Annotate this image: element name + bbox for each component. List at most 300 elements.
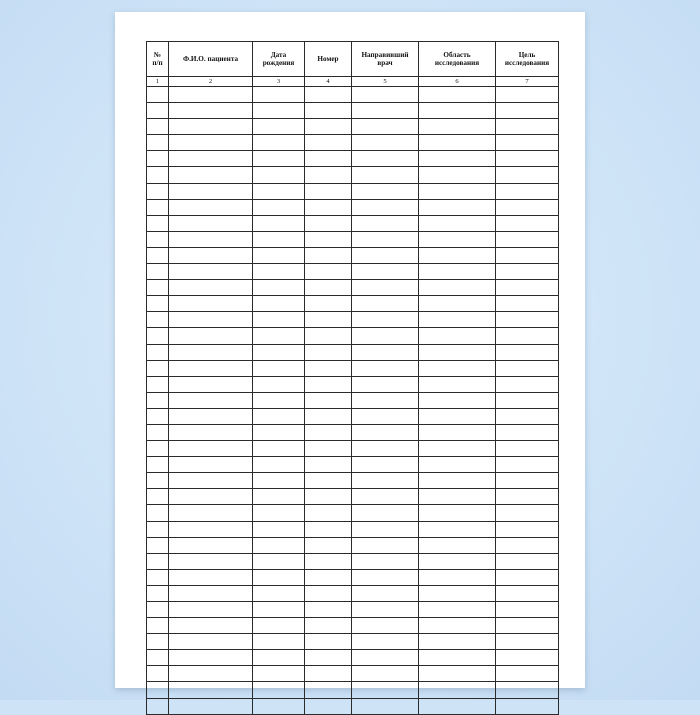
table-cell-empty[interactable]: [352, 424, 419, 440]
table-cell-empty[interactable]: [253, 682, 305, 698]
table-cell-empty[interactable]: [253, 650, 305, 666]
table-cell-empty[interactable]: [253, 457, 305, 473]
table-cell-empty[interactable]: [147, 247, 169, 263]
table-row[interactable]: [147, 87, 559, 103]
table-cell-empty[interactable]: [305, 698, 352, 714]
table-row[interactable]: [147, 360, 559, 376]
table-cell-empty[interactable]: [253, 135, 305, 151]
table-cell-empty[interactable]: [305, 457, 352, 473]
table-cell-empty[interactable]: [419, 119, 496, 135]
table-cell-empty[interactable]: [147, 698, 169, 714]
table-cell-empty[interactable]: [496, 666, 559, 682]
table-cell-empty[interactable]: [169, 650, 253, 666]
table-cell-empty[interactable]: [169, 296, 253, 312]
table-cell-empty[interactable]: [147, 618, 169, 634]
table-cell-empty[interactable]: [305, 553, 352, 569]
table-cell-empty[interactable]: [496, 408, 559, 424]
table-cell-empty[interactable]: [419, 135, 496, 151]
table-cell-empty[interactable]: [305, 215, 352, 231]
table-cell-empty[interactable]: [147, 376, 169, 392]
table-cell-empty[interactable]: [352, 618, 419, 634]
table-cell-empty[interactable]: [305, 441, 352, 457]
table-cell-empty[interactable]: [169, 521, 253, 537]
table-cell-empty[interactable]: [169, 247, 253, 263]
table-cell-empty[interactable]: [352, 602, 419, 618]
table-cell-empty[interactable]: [147, 682, 169, 698]
table-row[interactable]: [147, 521, 559, 537]
table-cell-empty[interactable]: [419, 392, 496, 408]
table-cell-empty[interactable]: [169, 441, 253, 457]
table-row[interactable]: [147, 328, 559, 344]
table-cell-empty[interactable]: [147, 231, 169, 247]
table-cell-empty[interactable]: [419, 585, 496, 601]
table-cell-empty[interactable]: [253, 87, 305, 103]
table-cell-empty[interactable]: [496, 682, 559, 698]
table-cell-empty[interactable]: [147, 408, 169, 424]
table-cell-empty[interactable]: [496, 602, 559, 618]
table-cell-empty[interactable]: [147, 264, 169, 280]
table-cell-empty[interactable]: [253, 215, 305, 231]
table-row[interactable]: [147, 392, 559, 408]
table-cell-empty[interactable]: [352, 103, 419, 119]
table-cell-empty[interactable]: [419, 489, 496, 505]
table-cell-empty[interactable]: [352, 151, 419, 167]
table-cell-empty[interactable]: [419, 602, 496, 618]
table-cell-empty[interactable]: [352, 280, 419, 296]
table-cell-empty[interactable]: [496, 264, 559, 280]
table-cell-empty[interactable]: [352, 119, 419, 135]
table-cell-empty[interactable]: [305, 87, 352, 103]
table-cell-empty[interactable]: [496, 135, 559, 151]
table-cell-empty[interactable]: [352, 376, 419, 392]
table-cell-empty[interactable]: [169, 264, 253, 280]
table-row[interactable]: [147, 602, 559, 618]
table-row[interactable]: [147, 666, 559, 682]
table-cell-empty[interactable]: [496, 199, 559, 215]
table-cell-empty[interactable]: [253, 151, 305, 167]
table-cell-empty[interactable]: [419, 231, 496, 247]
table-cell-empty[interactable]: [169, 457, 253, 473]
table-cell-empty[interactable]: [419, 87, 496, 103]
table-cell-empty[interactable]: [253, 280, 305, 296]
table-cell-empty[interactable]: [352, 650, 419, 666]
table-cell-empty[interactable]: [419, 441, 496, 457]
table-cell-empty[interactable]: [169, 489, 253, 505]
table-row[interactable]: [147, 698, 559, 714]
table-cell-empty[interactable]: [253, 521, 305, 537]
table-cell-empty[interactable]: [305, 344, 352, 360]
table-row[interactable]: [147, 103, 559, 119]
table-cell-empty[interactable]: [419, 634, 496, 650]
table-cell-empty[interactable]: [496, 441, 559, 457]
table-cell-empty[interactable]: [305, 473, 352, 489]
table-cell-empty[interactable]: [147, 521, 169, 537]
table-row[interactable]: [147, 650, 559, 666]
table-cell-empty[interactable]: [147, 602, 169, 618]
table-row[interactable]: [147, 199, 559, 215]
table-cell-empty[interactable]: [147, 103, 169, 119]
table-cell-empty[interactable]: [496, 87, 559, 103]
table-cell-empty[interactable]: [419, 408, 496, 424]
table-cell-empty[interactable]: [147, 296, 169, 312]
table-cell-empty[interactable]: [496, 489, 559, 505]
table-cell-empty[interactable]: [496, 344, 559, 360]
table-cell-empty[interactable]: [496, 167, 559, 183]
table-cell-empty[interactable]: [305, 167, 352, 183]
table-row[interactable]: [147, 296, 559, 312]
table-row[interactable]: [147, 618, 559, 634]
table-cell-empty[interactable]: [352, 553, 419, 569]
table-cell-empty[interactable]: [496, 698, 559, 714]
table-cell-empty[interactable]: [352, 312, 419, 328]
table-cell-empty[interactable]: [169, 537, 253, 553]
table-cell-empty[interactable]: [169, 135, 253, 151]
table-cell-empty[interactable]: [496, 473, 559, 489]
table-cell-empty[interactable]: [352, 698, 419, 714]
table-cell-empty[interactable]: [419, 698, 496, 714]
table-cell-empty[interactable]: [352, 296, 419, 312]
table-cell-empty[interactable]: [253, 376, 305, 392]
table-cell-empty[interactable]: [169, 618, 253, 634]
table-cell-empty[interactable]: [419, 473, 496, 489]
table-cell-empty[interactable]: [496, 634, 559, 650]
table-cell-empty[interactable]: [419, 103, 496, 119]
table-cell-empty[interactable]: [169, 602, 253, 618]
table-cell-empty[interactable]: [496, 183, 559, 199]
table-row[interactable]: [147, 312, 559, 328]
table-cell-empty[interactable]: [305, 682, 352, 698]
table-row[interactable]: [147, 585, 559, 601]
table-cell-empty[interactable]: [169, 87, 253, 103]
table-cell-empty[interactable]: [147, 457, 169, 473]
table-cell-empty[interactable]: [169, 231, 253, 247]
table-cell-empty[interactable]: [305, 505, 352, 521]
table-cell-empty[interactable]: [253, 167, 305, 183]
table-row[interactable]: [147, 569, 559, 585]
table-cell-empty[interactable]: [352, 505, 419, 521]
table-cell-empty[interactable]: [305, 618, 352, 634]
table-cell-empty[interactable]: [352, 473, 419, 489]
table-cell-empty[interactable]: [496, 553, 559, 569]
table-cell-empty[interactable]: [253, 553, 305, 569]
table-cell-empty[interactable]: [305, 585, 352, 601]
table-cell-empty[interactable]: [147, 537, 169, 553]
table-row[interactable]: [147, 247, 559, 263]
table-row[interactable]: [147, 135, 559, 151]
table-cell-empty[interactable]: [305, 521, 352, 537]
table-row[interactable]: [147, 167, 559, 183]
table-cell-empty[interactable]: [419, 537, 496, 553]
table-cell-empty[interactable]: [169, 424, 253, 440]
table-cell-empty[interactable]: [147, 489, 169, 505]
table-cell-empty[interactable]: [305, 151, 352, 167]
table-cell-empty[interactable]: [419, 666, 496, 682]
table-row[interactable]: [147, 344, 559, 360]
table-cell-empty[interactable]: [253, 602, 305, 618]
table-cell-empty[interactable]: [496, 569, 559, 585]
table-cell-empty[interactable]: [352, 441, 419, 457]
table-cell-empty[interactable]: [352, 135, 419, 151]
table-cell-empty[interactable]: [305, 312, 352, 328]
table-cell-empty[interactable]: [147, 119, 169, 135]
table-cell-empty[interactable]: [496, 119, 559, 135]
table-cell-empty[interactable]: [352, 392, 419, 408]
table-cell-empty[interactable]: [305, 103, 352, 119]
table-row[interactable]: [147, 682, 559, 698]
table-cell-empty[interactable]: [496, 231, 559, 247]
table-cell-empty[interactable]: [419, 199, 496, 215]
table-row[interactable]: [147, 151, 559, 167]
table-cell-empty[interactable]: [253, 183, 305, 199]
table-cell-empty[interactable]: [169, 167, 253, 183]
table-cell-empty[interactable]: [169, 344, 253, 360]
table-cell-empty[interactable]: [496, 312, 559, 328]
table-cell-empty[interactable]: [147, 183, 169, 199]
table-row[interactable]: [147, 376, 559, 392]
table-cell-empty[interactable]: [147, 344, 169, 360]
table-cell-empty[interactable]: [253, 569, 305, 585]
table-cell-empty[interactable]: [169, 553, 253, 569]
table-cell-empty[interactable]: [253, 247, 305, 263]
table-row[interactable]: [147, 119, 559, 135]
table-cell-empty[interactable]: [352, 87, 419, 103]
table-cell-empty[interactable]: [419, 569, 496, 585]
table-cell-empty[interactable]: [496, 247, 559, 263]
table-cell-empty[interactable]: [147, 553, 169, 569]
table-cell-empty[interactable]: [147, 650, 169, 666]
table-cell-empty[interactable]: [253, 103, 305, 119]
table-cell-empty[interactable]: [305, 392, 352, 408]
table-cell-empty[interactable]: [496, 280, 559, 296]
table-cell-empty[interactable]: [419, 424, 496, 440]
table-cell-empty[interactable]: [352, 264, 419, 280]
table-cell-empty[interactable]: [305, 183, 352, 199]
table-cell-empty[interactable]: [305, 119, 352, 135]
table-row[interactable]: [147, 215, 559, 231]
table-cell-empty[interactable]: [419, 505, 496, 521]
table-cell-empty[interactable]: [496, 103, 559, 119]
table-cell-empty[interactable]: [147, 135, 169, 151]
table-cell-empty[interactable]: [147, 634, 169, 650]
table-cell-empty[interactable]: [147, 167, 169, 183]
table-cell-empty[interactable]: [147, 666, 169, 682]
table-cell-empty[interactable]: [305, 376, 352, 392]
table-cell-empty[interactable]: [169, 505, 253, 521]
table-row[interactable]: [147, 537, 559, 553]
table-cell-empty[interactable]: [147, 199, 169, 215]
table-cell-empty[interactable]: [169, 682, 253, 698]
table-row[interactable]: [147, 505, 559, 521]
table-cell-empty[interactable]: [169, 280, 253, 296]
table-cell-empty[interactable]: [419, 376, 496, 392]
table-cell-empty[interactable]: [352, 408, 419, 424]
table-row[interactable]: [147, 634, 559, 650]
table-cell-empty[interactable]: [419, 360, 496, 376]
table-cell-empty[interactable]: [169, 634, 253, 650]
table-cell-empty[interactable]: [352, 328, 419, 344]
table-cell-empty[interactable]: [496, 424, 559, 440]
table-cell-empty[interactable]: [496, 650, 559, 666]
table-cell-empty[interactable]: [419, 618, 496, 634]
table-cell-empty[interactable]: [147, 424, 169, 440]
table-cell-empty[interactable]: [419, 264, 496, 280]
table-cell-empty[interactable]: [253, 199, 305, 215]
table-row[interactable]: [147, 264, 559, 280]
table-cell-empty[interactable]: [419, 280, 496, 296]
table-cell-empty[interactable]: [253, 618, 305, 634]
table-cell-empty[interactable]: [169, 698, 253, 714]
table-cell-empty[interactable]: [169, 585, 253, 601]
table-cell-empty[interactable]: [419, 167, 496, 183]
table-cell-empty[interactable]: [253, 312, 305, 328]
table-cell-empty[interactable]: [253, 264, 305, 280]
table-cell-empty[interactable]: [253, 328, 305, 344]
table-cell-empty[interactable]: [419, 457, 496, 473]
table-cell-empty[interactable]: [419, 328, 496, 344]
table-cell-empty[interactable]: [352, 537, 419, 553]
table-cell-empty[interactable]: [419, 521, 496, 537]
table-row[interactable]: [147, 280, 559, 296]
table-cell-empty[interactable]: [305, 247, 352, 263]
table-cell-empty[interactable]: [253, 424, 305, 440]
table-cell-empty[interactable]: [496, 457, 559, 473]
table-cell-empty[interactable]: [419, 682, 496, 698]
table-cell-empty[interactable]: [419, 344, 496, 360]
table-row[interactable]: [147, 457, 559, 473]
table-cell-empty[interactable]: [253, 666, 305, 682]
table-row[interactable]: [147, 183, 559, 199]
table-cell-empty[interactable]: [253, 408, 305, 424]
table-cell-empty[interactable]: [352, 457, 419, 473]
table-cell-empty[interactable]: [253, 537, 305, 553]
table-cell-empty[interactable]: [253, 360, 305, 376]
table-cell-empty[interactable]: [147, 280, 169, 296]
table-cell-empty[interactable]: [147, 569, 169, 585]
table-cell-empty[interactable]: [419, 312, 496, 328]
table-cell-empty[interactable]: [352, 247, 419, 263]
table-cell-empty[interactable]: [496, 215, 559, 231]
table-cell-empty[interactable]: [419, 553, 496, 569]
table-cell-empty[interactable]: [169, 151, 253, 167]
table-cell-empty[interactable]: [253, 505, 305, 521]
table-cell-empty[interactable]: [253, 119, 305, 135]
table-cell-empty[interactable]: [169, 376, 253, 392]
table-cell-empty[interactable]: [253, 296, 305, 312]
table-cell-empty[interactable]: [352, 585, 419, 601]
table-cell-empty[interactable]: [352, 682, 419, 698]
table-cell-empty[interactable]: [496, 296, 559, 312]
table-cell-empty[interactable]: [253, 392, 305, 408]
table-cell-empty[interactable]: [253, 698, 305, 714]
table-cell-empty[interactable]: [169, 569, 253, 585]
table-cell-empty[interactable]: [352, 344, 419, 360]
table-cell-empty[interactable]: [253, 344, 305, 360]
table-cell-empty[interactable]: [352, 489, 419, 505]
table-cell-empty[interactable]: [305, 264, 352, 280]
table-cell-empty[interactable]: [253, 634, 305, 650]
table-cell-empty[interactable]: [147, 585, 169, 601]
table-cell-empty[interactable]: [419, 650, 496, 666]
table-cell-empty[interactable]: [496, 328, 559, 344]
table-cell-empty[interactable]: [169, 360, 253, 376]
table-cell-empty[interactable]: [352, 215, 419, 231]
table-cell-empty[interactable]: [147, 473, 169, 489]
table-cell-empty[interactable]: [305, 135, 352, 151]
table-cell-empty[interactable]: [169, 473, 253, 489]
table-cell-empty[interactable]: [419, 151, 496, 167]
table-cell-empty[interactable]: [496, 376, 559, 392]
table-cell-empty[interactable]: [169, 392, 253, 408]
table-cell-empty[interactable]: [169, 312, 253, 328]
table-cell-empty[interactable]: [352, 666, 419, 682]
table-cell-empty[interactable]: [496, 618, 559, 634]
table-row[interactable]: [147, 489, 559, 505]
table-cell-empty[interactable]: [305, 360, 352, 376]
table-cell-empty[interactable]: [253, 231, 305, 247]
table-cell-empty[interactable]: [305, 489, 352, 505]
table-cell-empty[interactable]: [305, 602, 352, 618]
table-cell-empty[interactable]: [305, 666, 352, 682]
table-cell-empty[interactable]: [169, 408, 253, 424]
table-cell-empty[interactable]: [496, 537, 559, 553]
table-cell-empty[interactable]: [496, 521, 559, 537]
table-cell-empty[interactable]: [169, 183, 253, 199]
table-cell-empty[interactable]: [352, 360, 419, 376]
table-cell-empty[interactable]: [352, 521, 419, 537]
table-cell-empty[interactable]: [147, 360, 169, 376]
table-cell-empty[interactable]: [147, 505, 169, 521]
table-cell-empty[interactable]: [305, 408, 352, 424]
table-cell-empty[interactable]: [169, 119, 253, 135]
table-cell-empty[interactable]: [419, 215, 496, 231]
table-cell-empty[interactable]: [419, 183, 496, 199]
table-cell-empty[interactable]: [305, 424, 352, 440]
table-cell-empty[interactable]: [419, 247, 496, 263]
table-cell-empty[interactable]: [147, 441, 169, 457]
table-cell-empty[interactable]: [496, 392, 559, 408]
table-cell-empty[interactable]: [352, 634, 419, 650]
table-cell-empty[interactable]: [352, 199, 419, 215]
table-row[interactable]: [147, 231, 559, 247]
table-cell-empty[interactable]: [253, 473, 305, 489]
table-cell-empty[interactable]: [305, 537, 352, 553]
table-cell-empty[interactable]: [305, 231, 352, 247]
table-cell-empty[interactable]: [169, 215, 253, 231]
table-cell-empty[interactable]: [352, 231, 419, 247]
table-cell-empty[interactable]: [147, 87, 169, 103]
table-cell-empty[interactable]: [147, 328, 169, 344]
table-cell-empty[interactable]: [253, 585, 305, 601]
table-cell-empty[interactable]: [352, 569, 419, 585]
table-cell-empty[interactable]: [169, 328, 253, 344]
table-cell-empty[interactable]: [496, 151, 559, 167]
table-cell-empty[interactable]: [169, 666, 253, 682]
table-cell-empty[interactable]: [169, 199, 253, 215]
table-cell-empty[interactable]: [305, 328, 352, 344]
table-cell-empty[interactable]: [305, 296, 352, 312]
table-cell-empty[interactable]: [496, 360, 559, 376]
table-cell-empty[interactable]: [305, 280, 352, 296]
table-cell-empty[interactable]: [305, 634, 352, 650]
table-cell-empty[interactable]: [305, 569, 352, 585]
table-cell-empty[interactable]: [305, 199, 352, 215]
table-cell-empty[interactable]: [147, 215, 169, 231]
table-cell-empty[interactable]: [169, 103, 253, 119]
table-cell-empty[interactable]: [147, 151, 169, 167]
table-row[interactable]: [147, 441, 559, 457]
table-cell-empty[interactable]: [352, 183, 419, 199]
table-row[interactable]: [147, 553, 559, 569]
